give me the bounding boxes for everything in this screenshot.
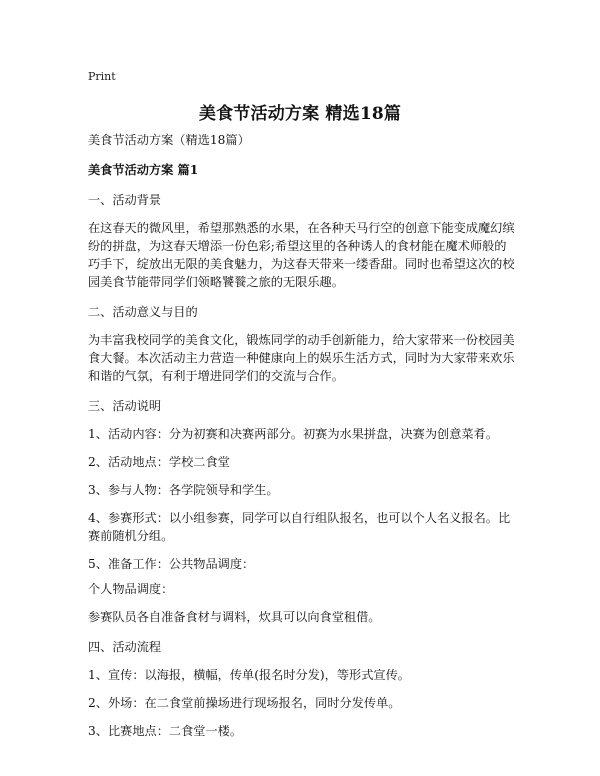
- list-item: 4、参赛形式：以小组参赛，同学可以自行组队报名，也可以个人名义报名。比赛前随机分组。: [88, 511, 511, 543]
- list-item: 1、宣传：以海报，横幅，传单(报名时分发)，等形式宣传。: [88, 668, 410, 682]
- list-item: 3、参与人物：各学院领导和学生。: [88, 483, 279, 497]
- list-item: 5、准备工作：公共物品调度：: [88, 557, 255, 571]
- heading-background: 一、活动背景: [88, 193, 162, 207]
- document-subtitle: 美食节活动方案（精选18篇）: [88, 133, 250, 147]
- document-body: [88, 131, 518, 740]
- list-item: 3、比赛地点：二食堂一楼。: [88, 724, 243, 738]
- paragraph-purpose: 为丰富我校同学的美食文化，锻炼同学的动手创新能力，给大家带来一份校园美食大餐。本次活动主力营造一种健康向上的娱乐生活方式，同时为大家带来欢乐和谐的气氛，有利于增进同学们的交流与合作。: [88, 333, 515, 383]
- list-item: 2、外场：在二食堂前操场进行现场报名，同时分发传单。: [88, 696, 401, 710]
- list-item: 1、活动内容：分为初赛和决赛两部分。初赛为水果拼盘，决赛为创意菜肴。: [88, 427, 498, 441]
- heading-process: 四、活动流程: [88, 640, 162, 654]
- page-title: 美食节活动方案 精选18篇: [198, 104, 402, 124]
- print-link[interactable]: Print: [88, 70, 116, 83]
- list-item: 2、活动地点：学校二食堂: [88, 455, 230, 469]
- section-title: 美食节活动方案 篇1: [88, 163, 199, 177]
- list-item: 参赛队员各自准备食材与调料，炊具可以向食堂租借。: [88, 610, 381, 624]
- heading-purpose: 二、活动意义与目的: [88, 305, 198, 319]
- list-item: 个人物品调度：: [88, 582, 174, 596]
- heading-description: 三、活动说明: [88, 399, 162, 413]
- paragraph-background: 在这春天的微风里，希望那熟悉的水果，在各种天马行空的创意下能变成魔幻缤纷的拼盘，为这春天增添一份色彩;希望这里的各种诱人的食材能在魔术师般的巧手下，绽放出无限的美食魅力，为这春天带来一缕香甜。同时也希望这次的校园美食节能带同学们领略饕餮之旅的无限乐趣。: [88, 221, 515, 289]
